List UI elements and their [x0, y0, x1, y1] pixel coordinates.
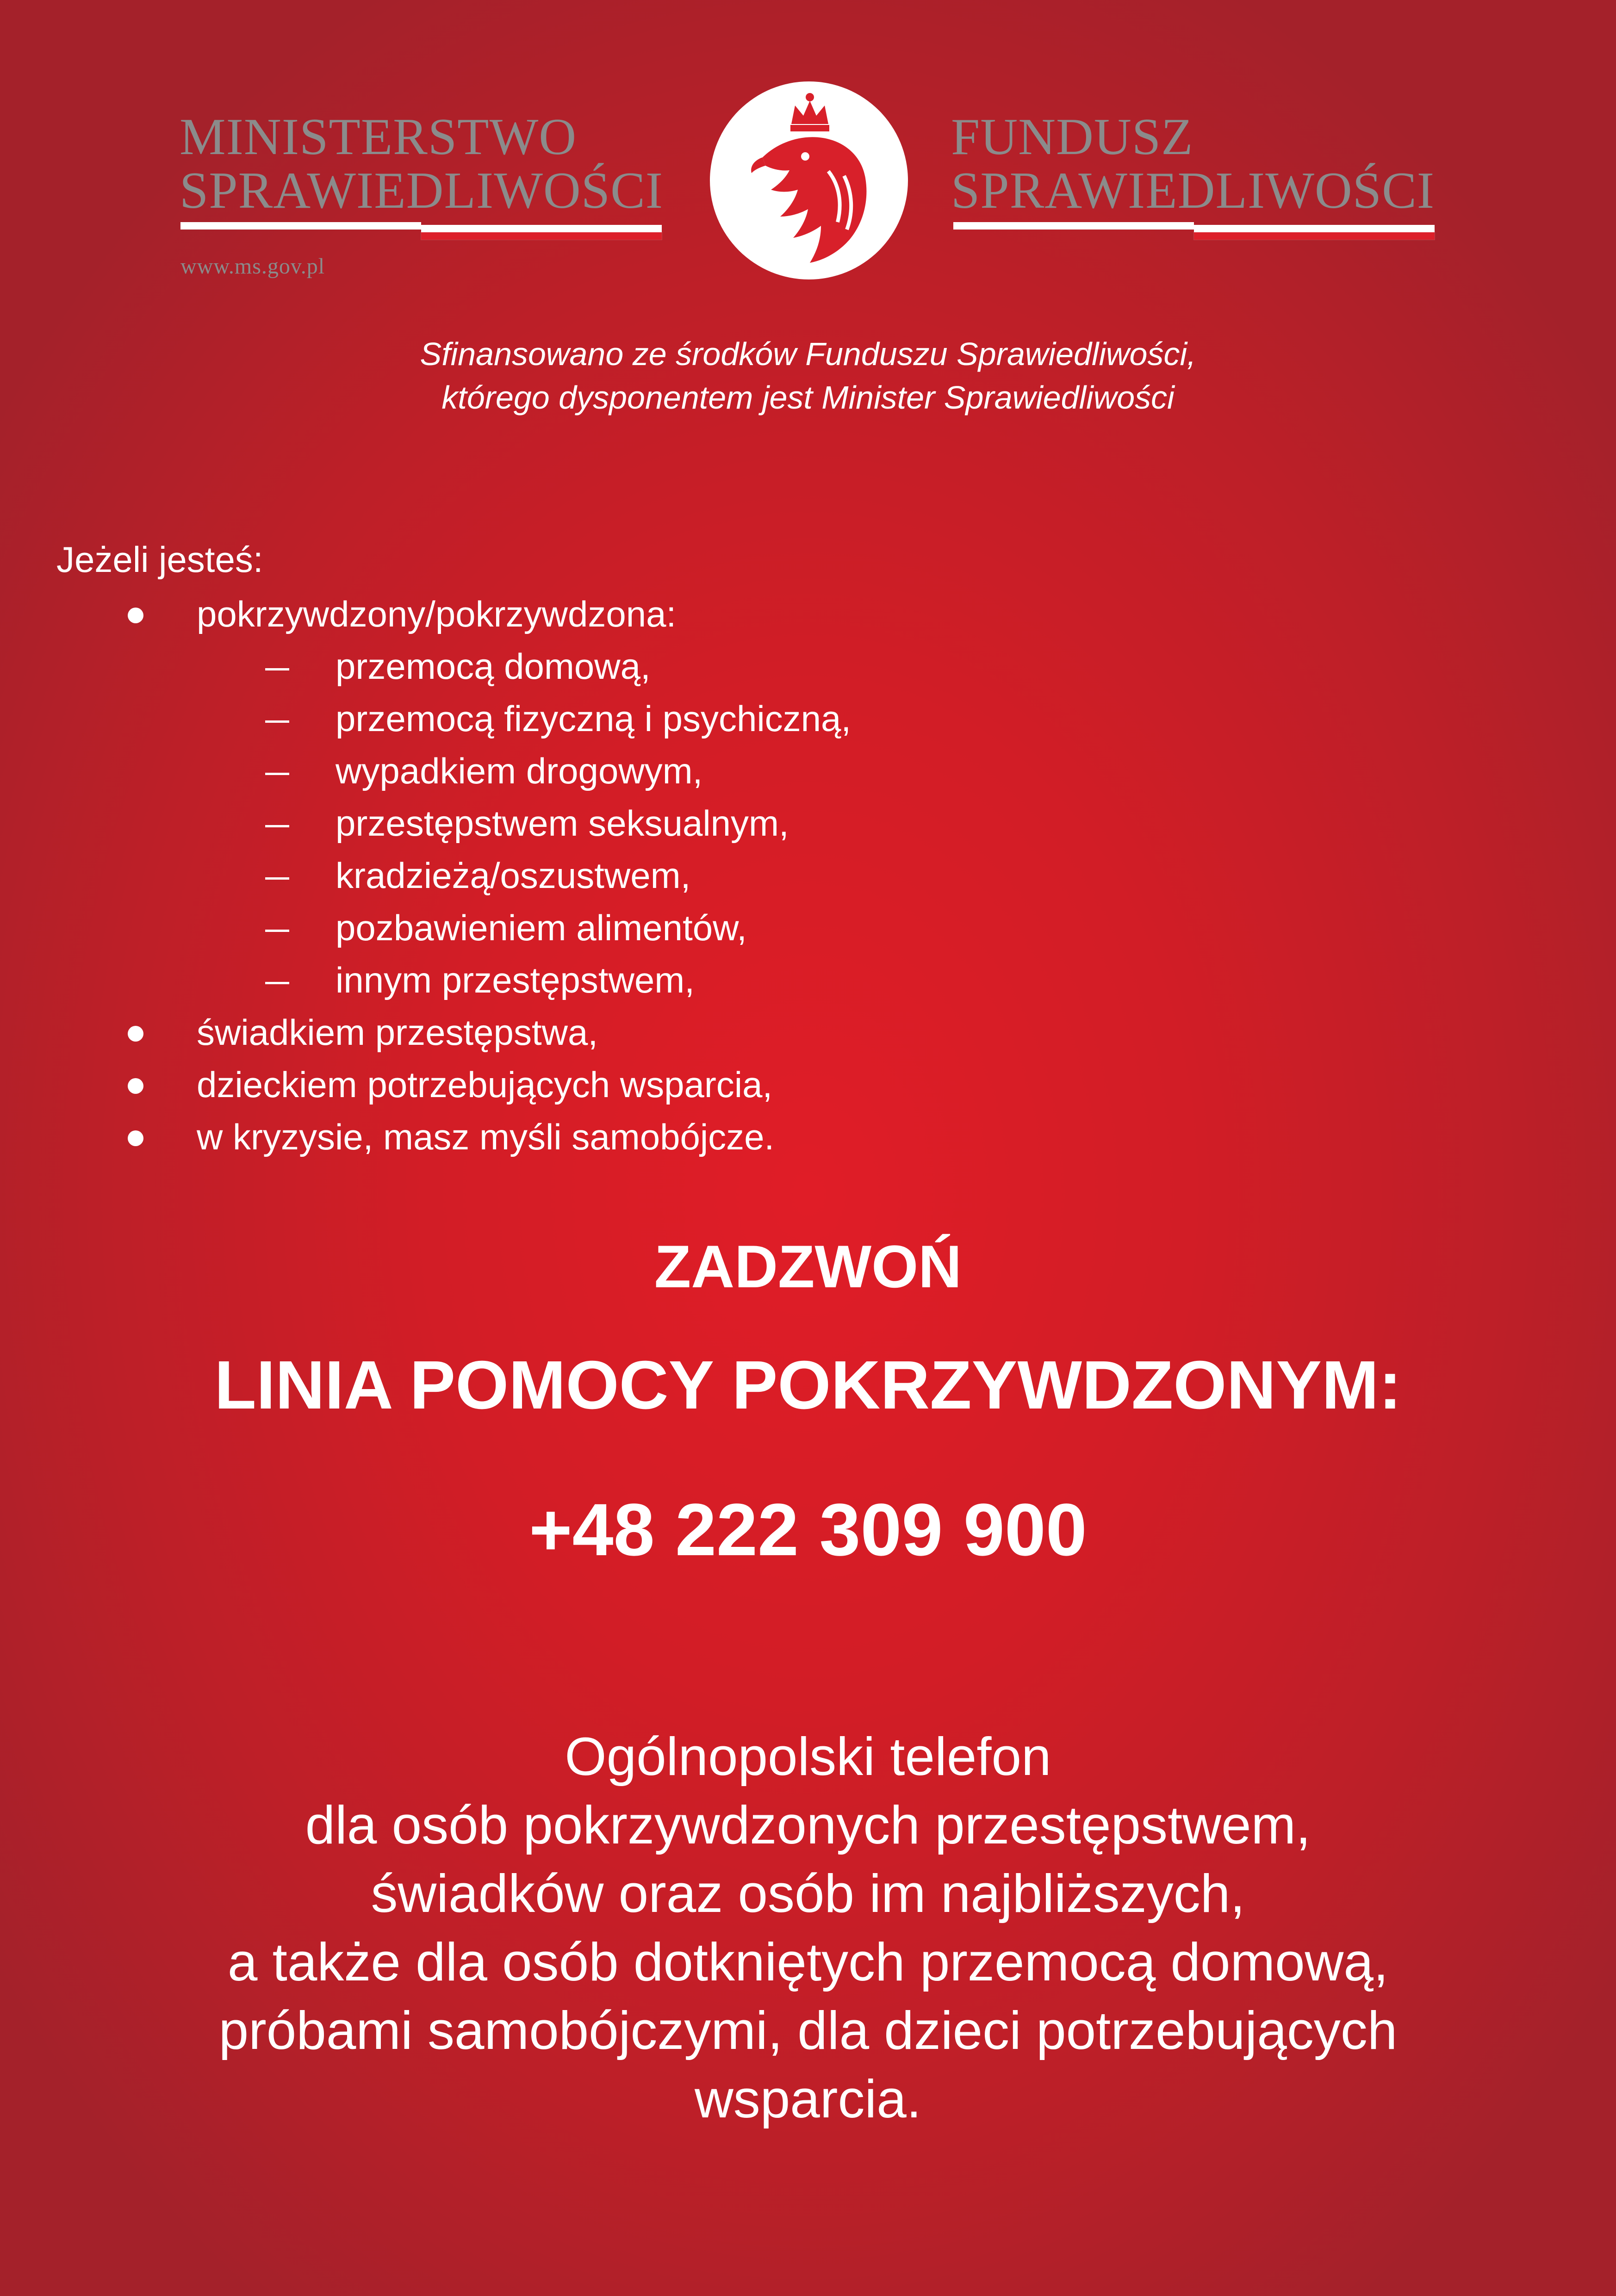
call-heading: ZADZWOŃ	[654, 1233, 962, 1300]
sub-list-item	[0, 752, 1616, 805]
sub-list-item	[0, 857, 1616, 909]
description-line: wsparcia.	[695, 2069, 921, 2129]
bullet-icon	[128, 1130, 143, 1146]
description-line: Ogólnopolski telefon	[565, 1726, 1051, 1787]
ministry-name-line2: SPRAWIEDLIWOŚCI	[180, 162, 664, 219]
dash-icon	[265, 668, 289, 670]
funding-note	[0, 332, 1616, 419]
fund-logo-text	[951, 108, 1435, 219]
description-line: dla osób pokrzywdzonych przestępstwem,	[305, 1795, 1311, 1855]
ministry-stripe-white-2	[421, 225, 662, 232]
ministry-stripe-red	[421, 232, 662, 240]
bullet-icon	[128, 608, 143, 623]
fund-stripe-white-2	[1194, 225, 1435, 232]
eligibility-intro: Jeżeli jesteś:	[56, 539, 263, 580]
list-item-label: przemocą fizyczną i psychiczną,	[336, 698, 852, 739]
dash-icon	[265, 877, 289, 880]
dash-icon	[265, 930, 289, 932]
description-line: świadków oraz osób im najbliższych,	[371, 1863, 1245, 1924]
list-item-label: innym przestępstwem,	[336, 960, 695, 1000]
bullet-icon	[128, 1078, 143, 1094]
dash-icon	[265, 773, 289, 775]
sub-list-item	[0, 909, 1616, 962]
list-item-label: świadkiem przestępstwa,	[197, 1012, 598, 1053]
white-eagle-crowned-icon	[707, 79, 911, 282]
list-item-label: przestępstwem seksualnym,	[336, 803, 789, 844]
sub-list-item	[0, 700, 1616, 752]
funding-note-line1: Sfinansowano ze środków Funduszu Sprawiedliwości,	[420, 336, 1196, 372]
list-item	[0, 596, 1616, 648]
ministry-stripe-white	[180, 222, 421, 230]
list-item	[0, 1066, 1616, 1118]
sub-list-item	[0, 648, 1616, 700]
list-item	[0, 1014, 1616, 1066]
list-item-label: pokrzywdzony/pokrzywdzona:	[197, 594, 677, 634]
list-item-label: dzieckiem potrzebujących wsparcia,	[197, 1064, 773, 1105]
ministry-logo-text	[180, 108, 664, 219]
list-item-label: wypadkiem drogowym,	[336, 751, 703, 791]
funding-note-line2: którego dysponentem jest Minister Sprawiedliwości	[441, 379, 1175, 416]
sub-list-item	[0, 805, 1616, 857]
list-item-label: przemocą domową,	[336, 646, 651, 687]
dash-icon	[265, 720, 289, 723]
dash-icon	[265, 982, 289, 984]
eligibility-list	[0, 596, 1616, 1171]
fund-name-line2: SPRAWIEDLIWOŚCI	[951, 162, 1435, 219]
helpline-name: LINIA POMOCY POKRZYWDZONYM:	[214, 1347, 1402, 1423]
list-item-label: w kryzysie, masz myśli samobójcze.	[197, 1117, 775, 1157]
bullet-icon	[128, 1026, 143, 1042]
ministry-name-line1: MINISTERSTWO	[180, 108, 577, 166]
list-item	[0, 1118, 1616, 1171]
helpline-description	[0, 1722, 1616, 2133]
list-item-label: kradzieżą/oszustwem,	[336, 855, 691, 896]
ministry-url: www.ms.gov.pl	[180, 254, 325, 279]
description-line: próbami samobójczymi, dla dzieci potrzebujących	[218, 2000, 1398, 2060]
description-line: a także dla osób dotkniętych przemocą domową,	[227, 1932, 1389, 1992]
helpline-phone-number: +48 222 309 900	[529, 1488, 1087, 1571]
sub-list-item	[0, 962, 1616, 1014]
list-item-label: pozbawieniem alimentów,	[336, 907, 747, 948]
fund-stripe-red	[1194, 232, 1435, 240]
fund-name-line1: FUNDUSZ	[951, 108, 1193, 166]
fund-stripe-white	[953, 222, 1194, 230]
dash-icon	[265, 825, 289, 827]
